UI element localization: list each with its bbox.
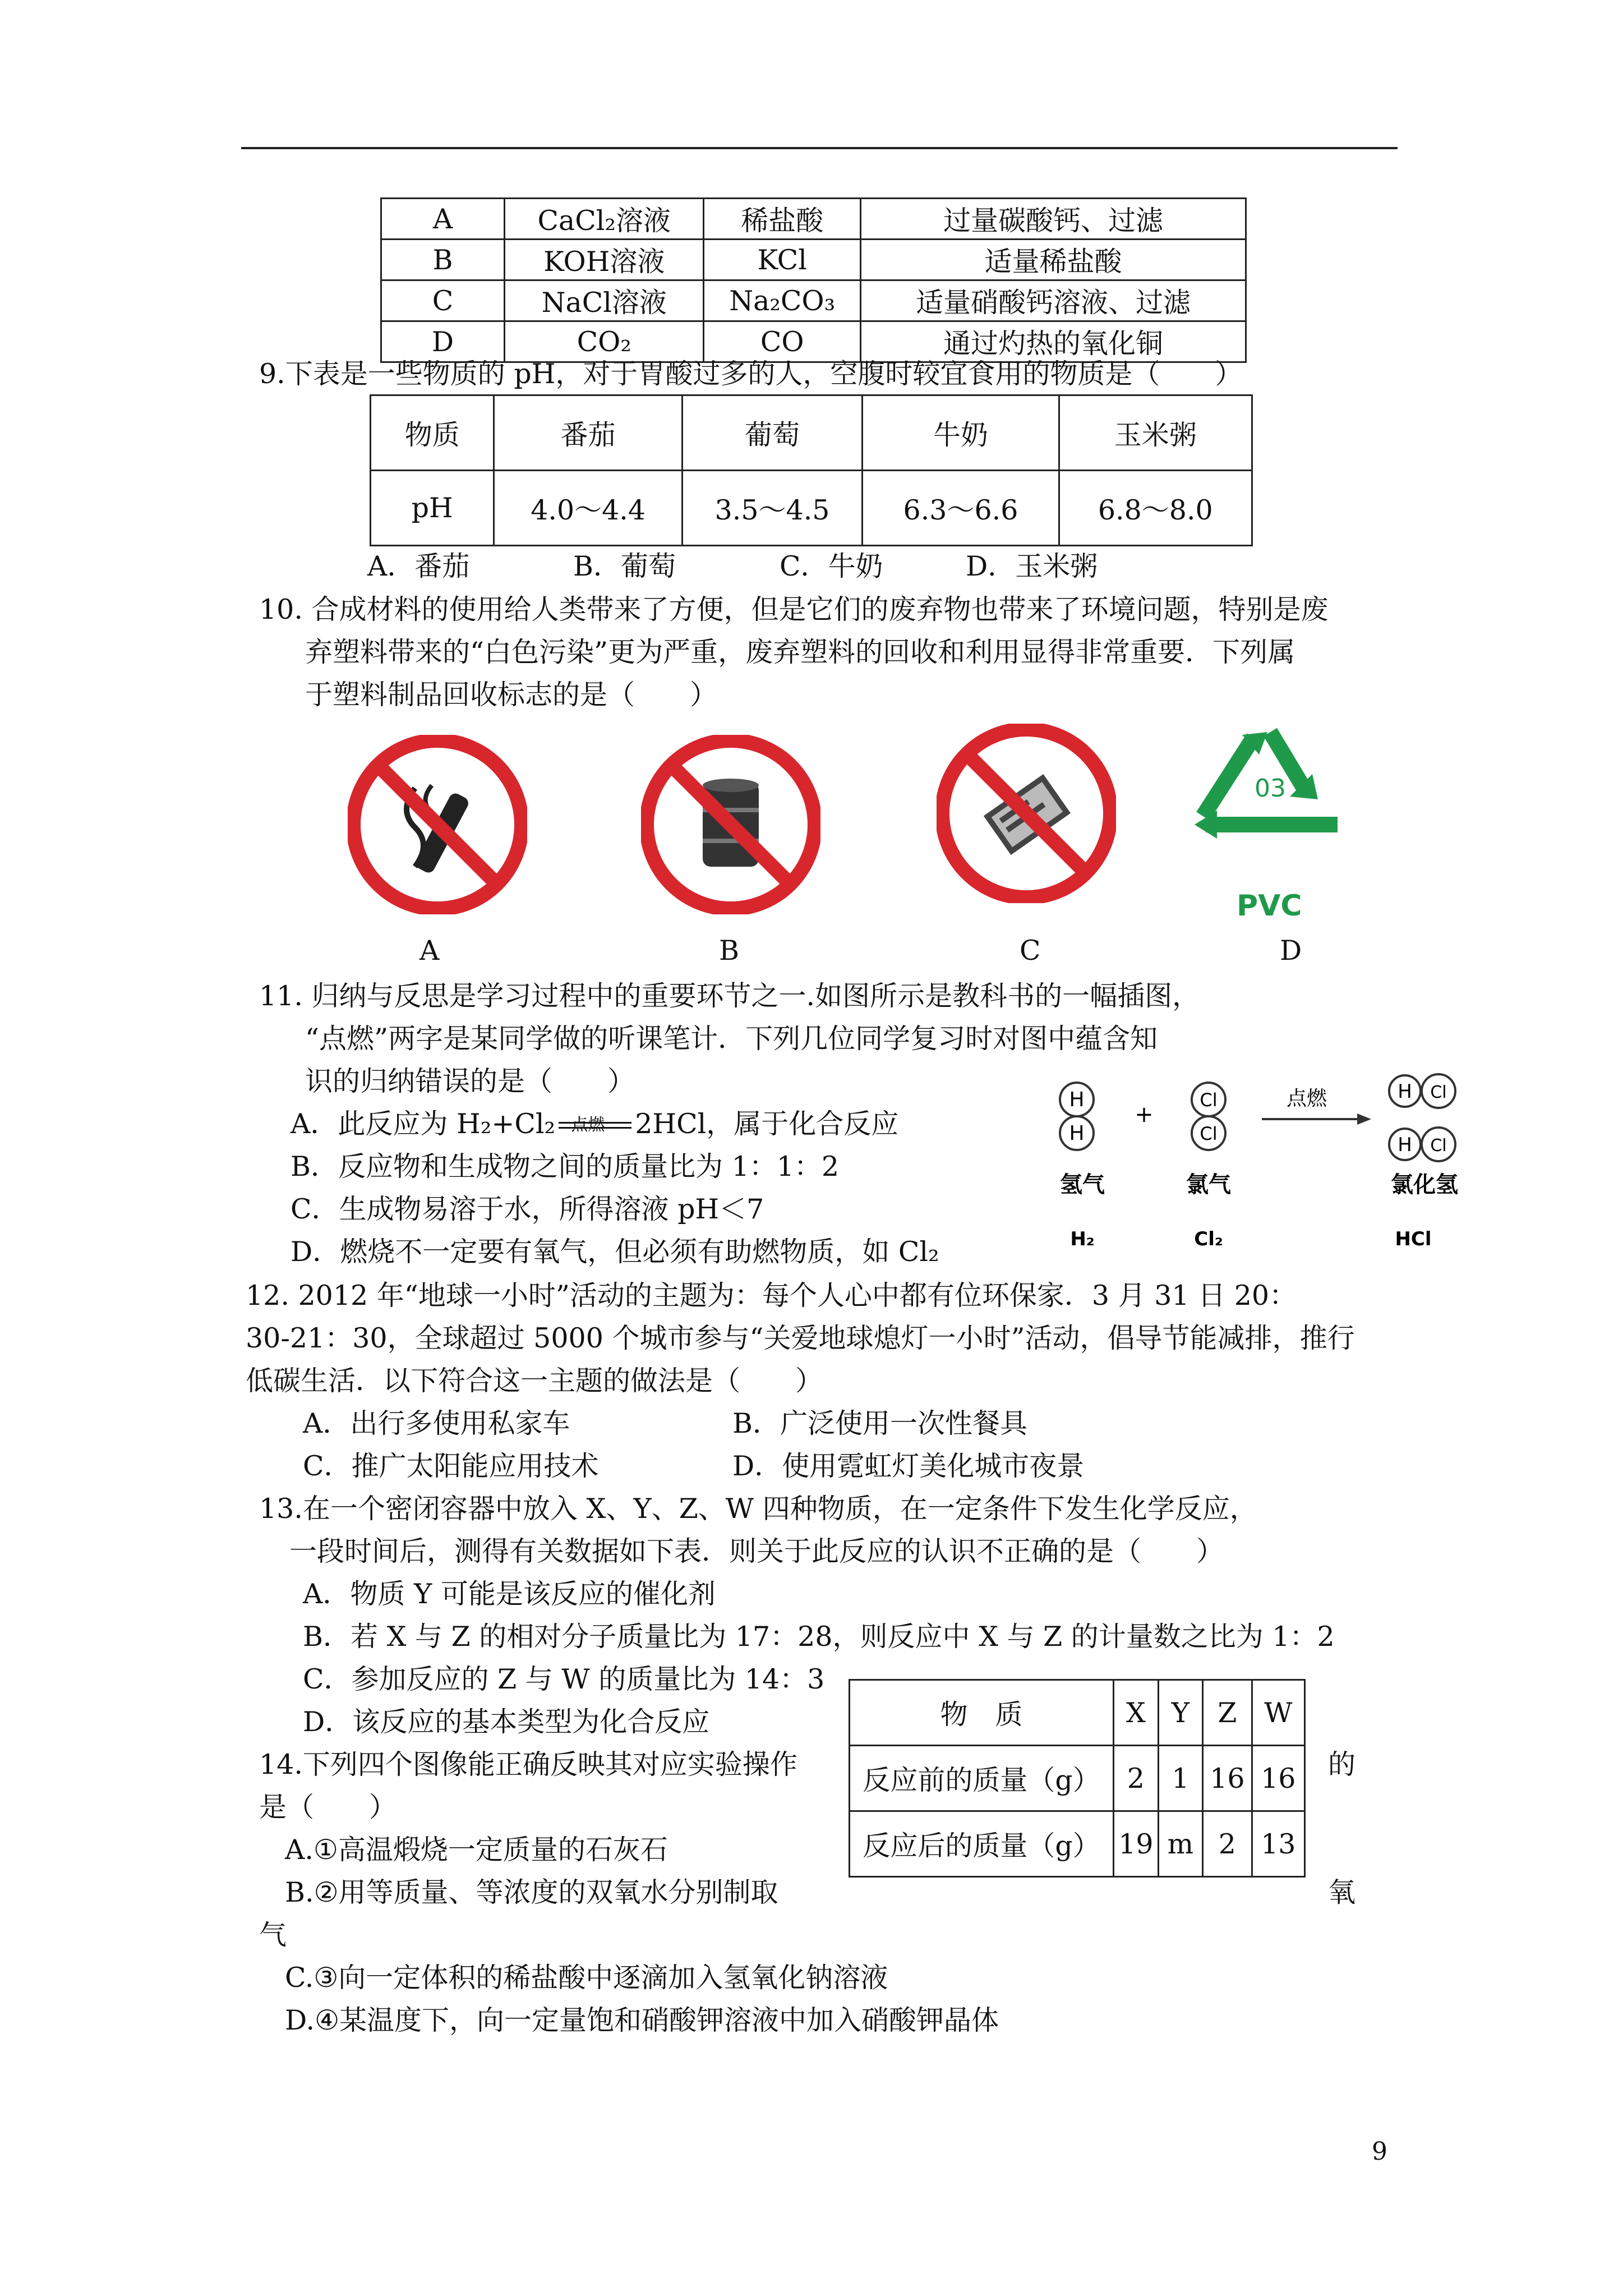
q13-header-cell: 物 质: [850, 1680, 1114, 1746]
q14-option-d: D.④某温度下，向一定量饱和硝酸钾溶液中加入硝酸钾晶体: [285, 2004, 999, 2036]
q12-stem-line-3: 低碳生活．以下符合这一主题的做法是（ ）: [246, 1365, 823, 1397]
name-hydrogen-chloride: 氯化氢: [1391, 1172, 1458, 1198]
q8-table-row: [381, 280, 1246, 321]
q10-label-d: D: [1280, 935, 1302, 967]
q13-header-cell: Z: [1203, 1680, 1252, 1746]
recycle-code-text: 03: [1255, 774, 1286, 803]
q12-stem-line-1: 12. 2012 年“地球一小时”活动的主题为：每个人心中都有位环保家．3 月 31 日 20：: [246, 1280, 1297, 1312]
q9-option-c: C．牛奶: [780, 550, 883, 582]
q14-option-b: B.②用等质量、等浓度的双氧水分别制取: [285, 1876, 778, 1908]
q14-stem-line-1: 14.下列四个图像能正确反映其对应实验操作: [259, 1749, 797, 1780]
cl2-molecule-icon: [1192, 1083, 1225, 1150]
atom-h-label: H: [1069, 1122, 1085, 1145]
formula-hcl: HCl: [1395, 1228, 1432, 1250]
q8-table-cell: NaCl溶液: [505, 280, 704, 321]
q12-option-c: C．推广太阳能应用技术: [303, 1450, 599, 1482]
q8-table-cell: CO₂: [505, 321, 704, 362]
q9-ph-cell: 3.5～4.5: [682, 471, 862, 546]
q11-stem-line-3: 识的归纳错误的是（ ）: [305, 1065, 635, 1097]
q14-option-b-wrap: 气: [259, 1919, 287, 1951]
q13-cell: 2: [1203, 1811, 1252, 1877]
q13-mass-table: [849, 1679, 1306, 1878]
q13-stem-line-2: 一段时间后，测得有关数据如下表．则关于此反应的认识不正确的是（ ）: [289, 1535, 1224, 1567]
q12-option-d: D．使用霓虹灯美化城市夜景: [732, 1450, 1085, 1482]
q9-option-d: D．玉米粥: [966, 550, 1098, 582]
q13-row-label: 反应前的质量（g）: [850, 1746, 1114, 1811]
q11-stem-line-2: “点燃”两字是某同学做的听课笔计．下列几位同学复习时对图中蕴含知: [305, 1023, 1158, 1055]
atom-cl-label: Cl: [1430, 1136, 1447, 1156]
q10-stem-line-1: 10. 合成材料的使用给人类带来了方便，但是它们的废弃物也带来了环境问题，特别是废: [259, 593, 1329, 625]
q9-ph-cell: pH: [371, 471, 494, 546]
q13-option-a: A．物质 Y 可能是该反应的催化剂: [303, 1578, 716, 1610]
no-matches-sign-icon: [937, 724, 1116, 903]
hcl-molecule-icon: [1389, 1074, 1455, 1161]
q8-table-cell: A: [381, 199, 505, 240]
q11-option-a-equation: A．此反应为 H₂+Cl₂: [291, 1108, 556, 1140]
q8-table-row: [381, 199, 1246, 240]
q13-cell: 16: [1203, 1746, 1252, 1811]
q13-cell: m: [1158, 1811, 1202, 1877]
q14-option-a: A.①高温煅烧一定质量的石灰石: [285, 1834, 668, 1866]
reaction-condition: 点燃: [571, 1115, 605, 1135]
q11-option-a-product: 2HCl，属于化合反应: [635, 1108, 899, 1140]
q8-table-cell: 稀盐酸: [704, 199, 861, 240]
q8-table-row: [381, 240, 1246, 280]
q8-table-cell: CO: [704, 321, 861, 362]
q8-table-cell: 通过灼热的氧化铜: [860, 321, 1246, 362]
q13-option-c: C．参加反应的 Z 与 W 的质量比为 14：3: [303, 1663, 825, 1695]
q14-stem-line-2: 是（ ）: [259, 1791, 397, 1823]
q13-cell: 2: [1114, 1746, 1159, 1811]
q8-table-cell: C: [381, 280, 505, 321]
name-chlorine: 氯气: [1186, 1172, 1231, 1198]
q8-table-cell: KOH溶液: [505, 240, 704, 280]
page-number: 9: [1372, 2137, 1387, 2166]
q9-ph-cell: 4.0～4.4: [494, 471, 682, 546]
recycle-pvc-label: PVC: [1237, 889, 1302, 923]
header-rule: [241, 147, 1398, 149]
q13-cell: 13: [1252, 1811, 1304, 1877]
plus-sign: +: [1135, 1102, 1154, 1128]
q10-stem-line-3: 于塑料制品回收标志的是（ ）: [305, 679, 718, 711]
formula-h2: H₂: [1070, 1228, 1095, 1250]
q13-header-cell: W: [1252, 1680, 1304, 1746]
recycle-pvc-symbol-icon: [1178, 721, 1363, 884]
q11-option-b: B．反应物和生成物之间的质量比为 1：1：2: [291, 1151, 840, 1182]
q13-option-b: B．若 X 与 Z 的相对分子质量比为 17：28，则反应中 X 与 Z 的计量数之比为 1：2: [303, 1621, 1335, 1653]
atom-h-label: H: [1069, 1088, 1085, 1111]
name-hydrogen: 氢气: [1060, 1172, 1105, 1198]
q12-option-b: B．广泛使用一次性餐具: [732, 1407, 1028, 1439]
q9-header-cell: 牛奶: [863, 395, 1059, 471]
atom-cl-label: Cl: [1200, 1123, 1218, 1144]
arrow-label: 点燃: [1286, 1087, 1327, 1110]
q13-cell: 19: [1114, 1811, 1159, 1877]
q8-table-cell: B: [381, 240, 505, 280]
q14-option-b-tail: 氧: [1328, 1876, 1356, 1908]
q9-header-cell: 番茄: [494, 395, 682, 471]
q14-stem-line-1-tail: 的: [1328, 1749, 1356, 1780]
q13-stem-line-1: 13.在一个密闭容器中放入 X、Y、Z、W 四种物质，在一定条件下发生化学反应，: [259, 1493, 1257, 1525]
atom-h-label: H: [1398, 1134, 1412, 1156]
q10-label-a: A: [419, 935, 440, 967]
q13-cell: 16: [1252, 1746, 1304, 1811]
q11-stem-line-1: 11. 归纳与反思是学习过程中的重要环节之一.如图所示是教科书的一幅插图，: [259, 980, 1200, 1012]
q10-stem-line-2: 弃塑料带来的“白色污染”更为严重，废弃塑料的回收和利用显得非常重要．下列属: [305, 636, 1295, 668]
q8-table-cell: 过量碳酸钙、过滤: [860, 199, 1246, 240]
q13-row-label: 反应后的质量（g）: [850, 1811, 1114, 1877]
h2-molecule-icon: [1060, 1083, 1094, 1150]
no-smoking-sign-icon: [348, 735, 527, 914]
q9-header-cell: 玉米粥: [1059, 395, 1252, 471]
q11-option-a: [291, 1107, 898, 1141]
q8-table-cell: D: [381, 321, 505, 362]
q9-header-cell: 葡萄: [682, 395, 862, 471]
q13-header-cell: X: [1114, 1680, 1159, 1746]
q8-table-row: [381, 321, 1246, 362]
q9-ph-cell: 6.8～8.0: [1059, 471, 1252, 546]
q11-option-c: C．生成物易溶于水，所得溶液 pH＜7: [291, 1193, 764, 1225]
reaction-arrow: [559, 1115, 631, 1135]
q8-table-cell: 适量稀盐酸: [860, 240, 1246, 280]
atom-cl-label: Cl: [1200, 1089, 1218, 1111]
q9-stem: 9.下表是一些物质的 pH，对于胃酸过多的人，空腹时较宜食用的物质是（ ）: [259, 358, 1243, 390]
atom-h-label: H: [1398, 1080, 1412, 1103]
q8-options-table: [380, 197, 1247, 363]
q9-option-b: B．葡萄: [573, 550, 676, 582]
q9-option-a: A．番茄: [367, 550, 470, 582]
atom-cl-label: Cl: [1430, 1083, 1447, 1102]
q8-table-cell: Na₂CO₃: [704, 280, 861, 321]
q9-header-cell: 物质: [371, 395, 494, 471]
q13-header-cell: Y: [1158, 1680, 1202, 1746]
q9-ph-table: [370, 394, 1253, 546]
arrow-head-icon: [1357, 1114, 1371, 1125]
q14-option-c: C.③向一定体积的稀盐酸中逐滴加入氢氧化钠溶液: [285, 1962, 888, 1994]
q11-option-d: D．燃烧不一定要有氧气，但必须有助燃物质，如 Cl₂: [291, 1236, 939, 1268]
no-dumping-barrel-sign-icon: [641, 735, 820, 914]
hcl-reaction-diagram: [1043, 1066, 1492, 1257]
q12-stem-line-2: 30-21：30，全球超过 5000 个城市参与“关爱地球熄灯一小时”活动，倡导节能减排，推行: [246, 1322, 1355, 1354]
q9-ph-cell: 6.3～6.6: [863, 471, 1059, 546]
q13-option-d: D．该反应的基本类型为化合反应: [303, 1706, 710, 1738]
q12-option-a: A．出行多使用私家车: [303, 1407, 570, 1439]
q8-table-cell: 适量硝酸钙溶液、过滤: [860, 280, 1246, 321]
formula-cl2: Cl₂: [1194, 1228, 1223, 1250]
q10-label-c: C: [1020, 935, 1041, 967]
q8-table-cell: CaCl₂溶液: [505, 199, 704, 240]
q13-cell: 1: [1158, 1746, 1202, 1811]
q10-label-b: B: [719, 935, 740, 967]
q8-table-cell: KCl: [704, 240, 861, 280]
